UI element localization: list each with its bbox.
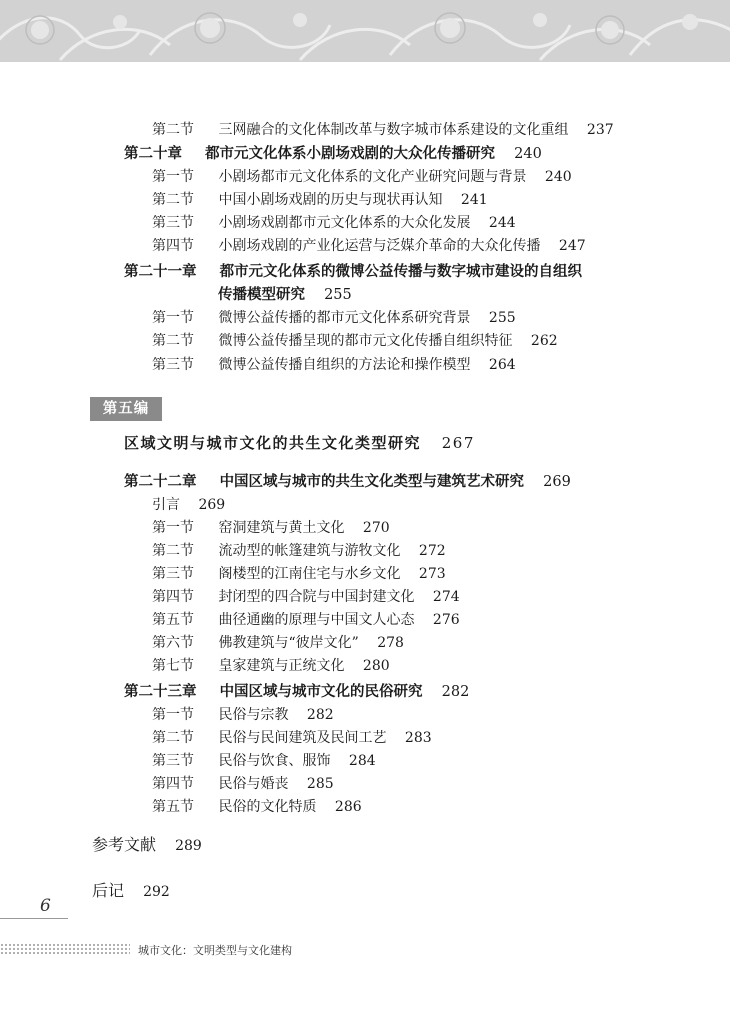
- toc-entry-title: 民俗与饮食、服饰: [218, 753, 331, 769]
- toc-entry[interactable]: [152, 518, 390, 538]
- toc-entry-title: 封闭型的四合院与中国封建文化: [218, 589, 415, 605]
- toc-entry[interactable]: [152, 751, 376, 771]
- toc-entry[interactable]: [152, 236, 586, 256]
- toc-entry-title: 佛教建筑与“彼岸文化”: [218, 635, 359, 651]
- toc-chapter-page: 282: [441, 684, 470, 700]
- toc-chapter-label: 第二十一章: [124, 263, 197, 280]
- toc-entry-page: 270: [362, 520, 390, 536]
- toc-entry-label: 第三节: [152, 566, 194, 582]
- references-page: 289: [175, 838, 202, 854]
- toc-chapter-title: 都市元文化体系小剧场戏剧的大众化传播研究: [205, 145, 496, 162]
- toc-entry-page: 283: [404, 730, 432, 746]
- toc-chapter[interactable]: [124, 262, 582, 282]
- toc-entry[interactable]: [152, 587, 460, 607]
- toc-entry-label: 第三节: [152, 357, 194, 373]
- toc-entry-page: 282: [306, 707, 334, 723]
- toc-entry[interactable]: [152, 797, 362, 817]
- page-number-rule: [0, 918, 68, 919]
- toc-entry-title: 民俗与婚丧: [218, 776, 289, 792]
- toc-entry-title: 小剧场戏剧都市元文化体系的大众化发展: [218, 215, 471, 231]
- toc-entry-label: 第二节: [152, 192, 194, 208]
- toc-entry-label: 第四节: [152, 776, 194, 792]
- toc-chapter-label: 第二十三章: [124, 683, 197, 700]
- toc-entry-page: 262: [530, 333, 558, 349]
- toc-entry-label: 第七节: [152, 658, 194, 674]
- toc-entry-title: 微博公益传播自组织的方法论和操作模型: [218, 357, 471, 373]
- afterword-page: 292: [143, 884, 170, 900]
- toc-chapter-title: 中国区域与城市的共生文化类型与建筑艺术研究: [219, 473, 525, 490]
- toc-entry-label: 引言: [152, 497, 180, 513]
- toc-entry-label: 第二节: [152, 122, 194, 138]
- decorative-cloud-banner: [0, 0, 730, 62]
- toc-entry[interactable]: [152, 167, 572, 187]
- toc-entry[interactable]: [152, 120, 614, 140]
- toc-entry-page: 244: [488, 215, 516, 231]
- toc-entry[interactable]: [152, 774, 334, 794]
- toc-entry[interactable]: [152, 213, 516, 233]
- toc-entry[interactable]: [152, 610, 460, 630]
- toc-chapter-title: 中国区域与城市文化的民俗研究: [219, 683, 423, 700]
- toc-entry-title: 三网融合的文化体制改革与数字城市体系建设的文化重组: [218, 122, 569, 138]
- toc-entry-page: 255: [488, 310, 516, 326]
- toc-entry[interactable]: [152, 705, 334, 725]
- toc-entry-label: 第一节: [152, 707, 194, 723]
- toc-entry-label: 第二节: [152, 730, 194, 746]
- toc-entry-page: 273: [418, 566, 446, 582]
- toc-entry[interactable]: [152, 308, 516, 328]
- toc-entry[interactable]: [152, 331, 558, 351]
- toc-entry-title: 中国小剧场戏剧的历史与现状再认知: [218, 192, 443, 208]
- footer-dot-pattern: [0, 943, 130, 955]
- toc-entry-title: 微博公益传播呈现的都市元文化传播自组织特征: [218, 333, 513, 349]
- toc-entry-title: 小剧场都市元文化体系的文化产业研究问题与背景: [218, 169, 527, 185]
- toc-entry[interactable]: [152, 633, 404, 653]
- toc-chapter[interactable]: [124, 144, 542, 164]
- toc-chapter-continued[interactable]: [218, 285, 352, 305]
- toc-entry-title: 微博公益传播的都市元文化体系研究背景: [218, 310, 471, 326]
- part-title: 区域文明与城市文化的共生文化类型研究: [124, 434, 422, 452]
- toc-entry-page: 286: [334, 799, 362, 815]
- toc-entry-label: 第六节: [152, 635, 194, 651]
- toc-entry-label: 第三节: [152, 753, 194, 769]
- toc-entry-title: 流动型的帐篷建筑与游牧文化: [218, 543, 401, 559]
- part-title-entry[interactable]: [124, 432, 475, 453]
- toc-entry-title: 民俗与民间建筑及民间工艺: [218, 730, 387, 746]
- toc-entry-label: 第二节: [152, 333, 194, 349]
- toc-entry-title: 曲径通幽的原理与中国文人心态: [218, 612, 415, 628]
- toc-entry-title: 阁楼型的江南住宅与水乡文化: [218, 566, 401, 582]
- toc-entry-page: 276: [432, 612, 460, 628]
- toc-chapter-title: 传播模型研究: [218, 286, 305, 303]
- toc-entry-title: 皇家建筑与正统文化: [218, 658, 345, 674]
- part-tag: 第五编: [90, 397, 162, 421]
- toc-entry-page: 240: [544, 169, 572, 185]
- toc-entry[interactable]: [152, 355, 516, 375]
- toc-entry-page: 274: [432, 589, 460, 605]
- toc-references[interactable]: [92, 832, 202, 855]
- toc-entry-label: 第五节: [152, 612, 194, 628]
- toc-entry-label: 第一节: [152, 169, 194, 185]
- toc-chapter-page: 269: [543, 474, 571, 490]
- toc-entry-label: 第二节: [152, 543, 194, 559]
- toc-entry-page: 269: [198, 497, 226, 513]
- toc-chapter-label: 第二十二章: [124, 473, 197, 490]
- toc-entry-page: 284: [348, 753, 376, 769]
- toc-entry-page: 237: [586, 122, 614, 138]
- toc-entry[interactable]: [152, 728, 432, 748]
- toc-entry-page: 264: [488, 357, 516, 373]
- toc-chapter-label: 第二十章: [124, 145, 182, 162]
- toc-chapter-title: 都市元文化体系的微博公益传播与数字城市建设的自组织: [219, 263, 583, 280]
- toc-entry-page: 241: [460, 192, 488, 208]
- toc-entry-page: 285: [306, 776, 334, 792]
- toc-chapter[interactable]: [124, 472, 571, 492]
- toc-entry[interactable]: [152, 190, 488, 210]
- toc-entry-page: 278: [377, 635, 404, 651]
- afterword-title: 后记: [92, 881, 125, 900]
- toc-entry-title: 窑洞建筑与黄土文化: [218, 520, 345, 536]
- toc-entry-label: 第三节: [152, 215, 194, 231]
- toc-entry-title: 民俗的文化特质: [218, 799, 317, 815]
- references-title: 参考文献: [92, 835, 157, 854]
- part-page: 267: [441, 434, 475, 452]
- toc-entry-label: 第五节: [152, 799, 194, 815]
- toc-entry[interactable]: [152, 495, 225, 515]
- toc-entry-page: 272: [418, 543, 446, 559]
- toc-entry-page: 280: [362, 658, 390, 674]
- toc-entry-label: 第一节: [152, 310, 194, 326]
- running-footer-title: 城市文化：文明类型与文化建构: [138, 944, 292, 957]
- toc-entry-label: 第四节: [152, 589, 194, 605]
- toc-entry-title: 民俗与宗教: [218, 707, 289, 723]
- toc-entry[interactable]: [152, 656, 390, 676]
- toc-afterword[interactable]: [92, 878, 170, 901]
- toc-chapter[interactable]: [124, 682, 469, 702]
- toc-chapter-page: 255: [324, 287, 352, 303]
- toc-entry-label: 第四节: [152, 238, 194, 254]
- toc-entry[interactable]: [152, 564, 446, 584]
- toc-entry-label: 第一节: [152, 520, 194, 536]
- toc-entry[interactable]: [152, 541, 446, 561]
- toc-chapter-page: 240: [514, 146, 542, 162]
- toc-entry-title: 小剧场戏剧的产业化运营与泛媒介革命的大众化传播: [218, 238, 541, 254]
- page-number: 6: [40, 896, 51, 916]
- toc-entry-page: 247: [558, 238, 586, 254]
